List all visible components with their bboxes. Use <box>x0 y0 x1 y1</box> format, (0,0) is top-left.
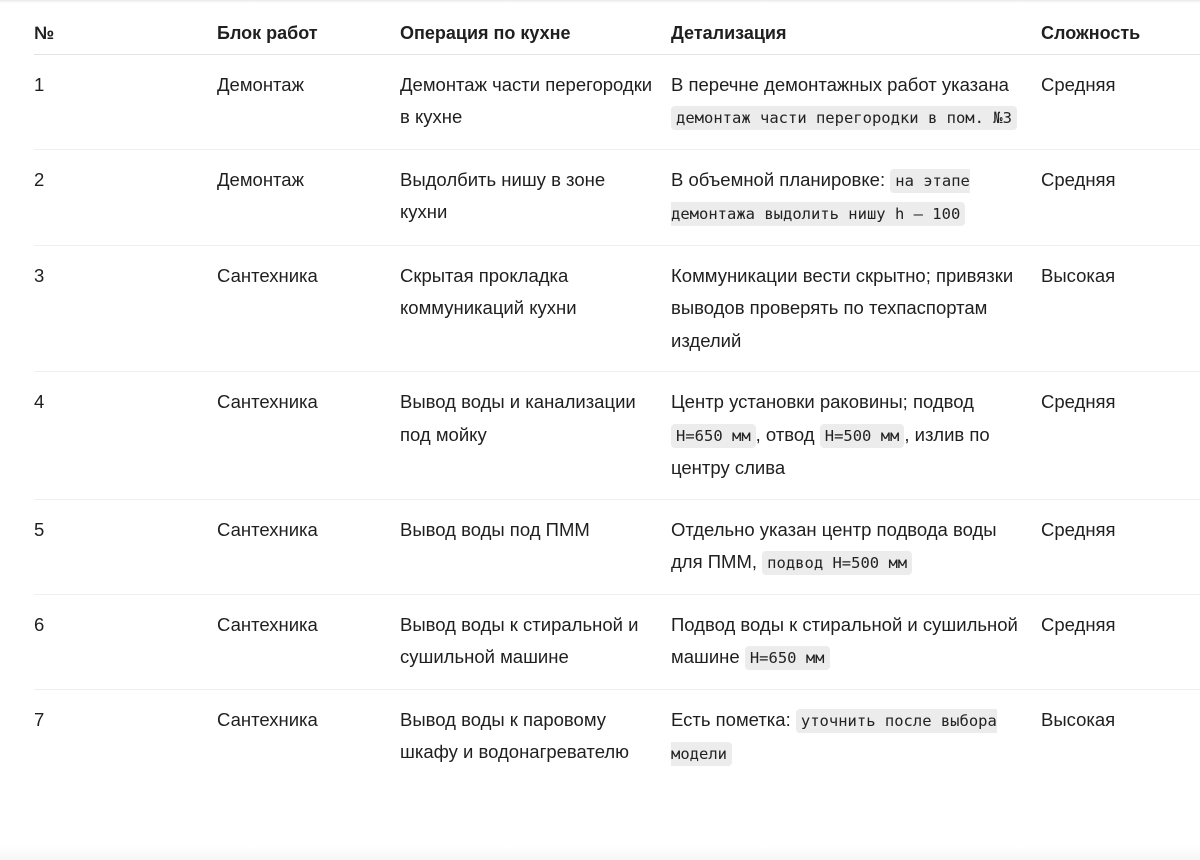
details-text: Подвод воды к стиральной и сушильной машине <box>671 613 1018 667</box>
cell-number: 2 <box>34 149 217 245</box>
details-code-2: H=500 мм <box>820 424 905 448</box>
cell-details <box>671 689 1041 785</box>
cell-operation: Вывод воды и канализации под мойку <box>400 372 671 500</box>
cell-work-block: Сантехника <box>217 708 318 730</box>
header-details: Детализация <box>671 0 1041 54</box>
details-text: Отдельно указан центр подвода воды для ПММ, <box>671 518 997 572</box>
details-text: Коммуникации вести скрытно; привязки выводов проверять по техпаспортам изделий <box>671 264 1014 351</box>
bottom-edge-shadow <box>0 846 1200 860</box>
cell-work-block: Демонтаж <box>217 149 400 245</box>
table-row <box>34 594 1200 689</box>
details-text: Есть пометка: <box>671 708 796 730</box>
table-header-row <box>34 0 1200 54</box>
cell-number: 3 <box>34 245 217 372</box>
cell-work-block: Сантехника <box>217 245 400 372</box>
details-text: Центр установки раковины; подвод <box>671 391 974 412</box>
details-text: В перечне демонтажных работ указана <box>671 73 1009 95</box>
header-number: № <box>34 0 217 54</box>
cell-work-block: Демонтаж <box>217 54 400 149</box>
cell-operation: Выдолбить нишу в зоне кухни <box>400 149 671 245</box>
table-row <box>34 689 1200 785</box>
cell-complexity: Высокая <box>1041 708 1116 730</box>
details-code: уточнить после выбора модели <box>671 709 997 767</box>
cell-number: 7 <box>34 708 45 730</box>
header-work-block: Блок работ <box>217 0 400 54</box>
cell-complexity: Средняя <box>1041 594 1200 689</box>
cell-number: 6 <box>34 594 217 689</box>
cell-number: 5 <box>34 499 217 594</box>
table-row <box>34 54 1200 149</box>
kitchen-works-table <box>34 0 1200 785</box>
cell-work-block: Сантехника <box>217 372 400 500</box>
cell-operation: Вывод воды к стиральной и сушильной машине <box>400 594 671 689</box>
cell-complexity: Средняя <box>1041 149 1200 245</box>
cell-complexity: Средняя <box>1041 54 1200 149</box>
cell-work-block: Сантехника <box>217 499 400 594</box>
cell-operation: Демонтаж части перегородки в кухне <box>400 54 671 149</box>
cell-operation: Вывод воды к паровому шкафу и водонагревателю <box>400 708 630 762</box>
cell-number: 1 <box>34 54 217 149</box>
cell-details <box>671 499 1041 594</box>
cell-details <box>671 372 1041 500</box>
cell-details <box>671 149 1041 245</box>
table-row <box>34 499 1200 594</box>
cell-complexity: Средняя <box>1041 372 1200 500</box>
cell-work-block: Сантехника <box>217 594 400 689</box>
table-row <box>34 149 1200 245</box>
table-row <box>34 372 1200 500</box>
cell-complexity: Средняя <box>1041 499 1200 594</box>
details-code: демонтаж части перегородки в пом. №3 <box>671 106 1017 130</box>
cell-details <box>671 54 1041 149</box>
cell-number: 4 <box>34 372 217 500</box>
details-code: H=650 мм <box>671 424 756 448</box>
works-table-container <box>34 0 1200 785</box>
details-code: подвод H=500 мм <box>762 551 912 575</box>
cell-complexity: Высокая <box>1041 245 1200 372</box>
cell-operation: Вывод воды под ПММ <box>400 499 671 594</box>
details-text-mid: , отвод <box>755 423 820 445</box>
table-row <box>34 245 1200 372</box>
header-complexity: Сложность <box>1041 0 1200 54</box>
header-kitchen-operation: Операция по кухне <box>400 0 671 54</box>
cell-details <box>671 245 1041 372</box>
details-code: на этапе демонтажа выдолить нишу h – 100 <box>671 169 970 227</box>
details-text-tail: , излив по центру слива <box>671 423 990 478</box>
cell-details <box>671 594 1041 689</box>
cell-operation: Скрытая прокладка коммуникаций кухни <box>400 245 671 372</box>
details-text: В объемной планировке: <box>671 168 891 190</box>
details-code: H=650 мм <box>745 646 830 670</box>
